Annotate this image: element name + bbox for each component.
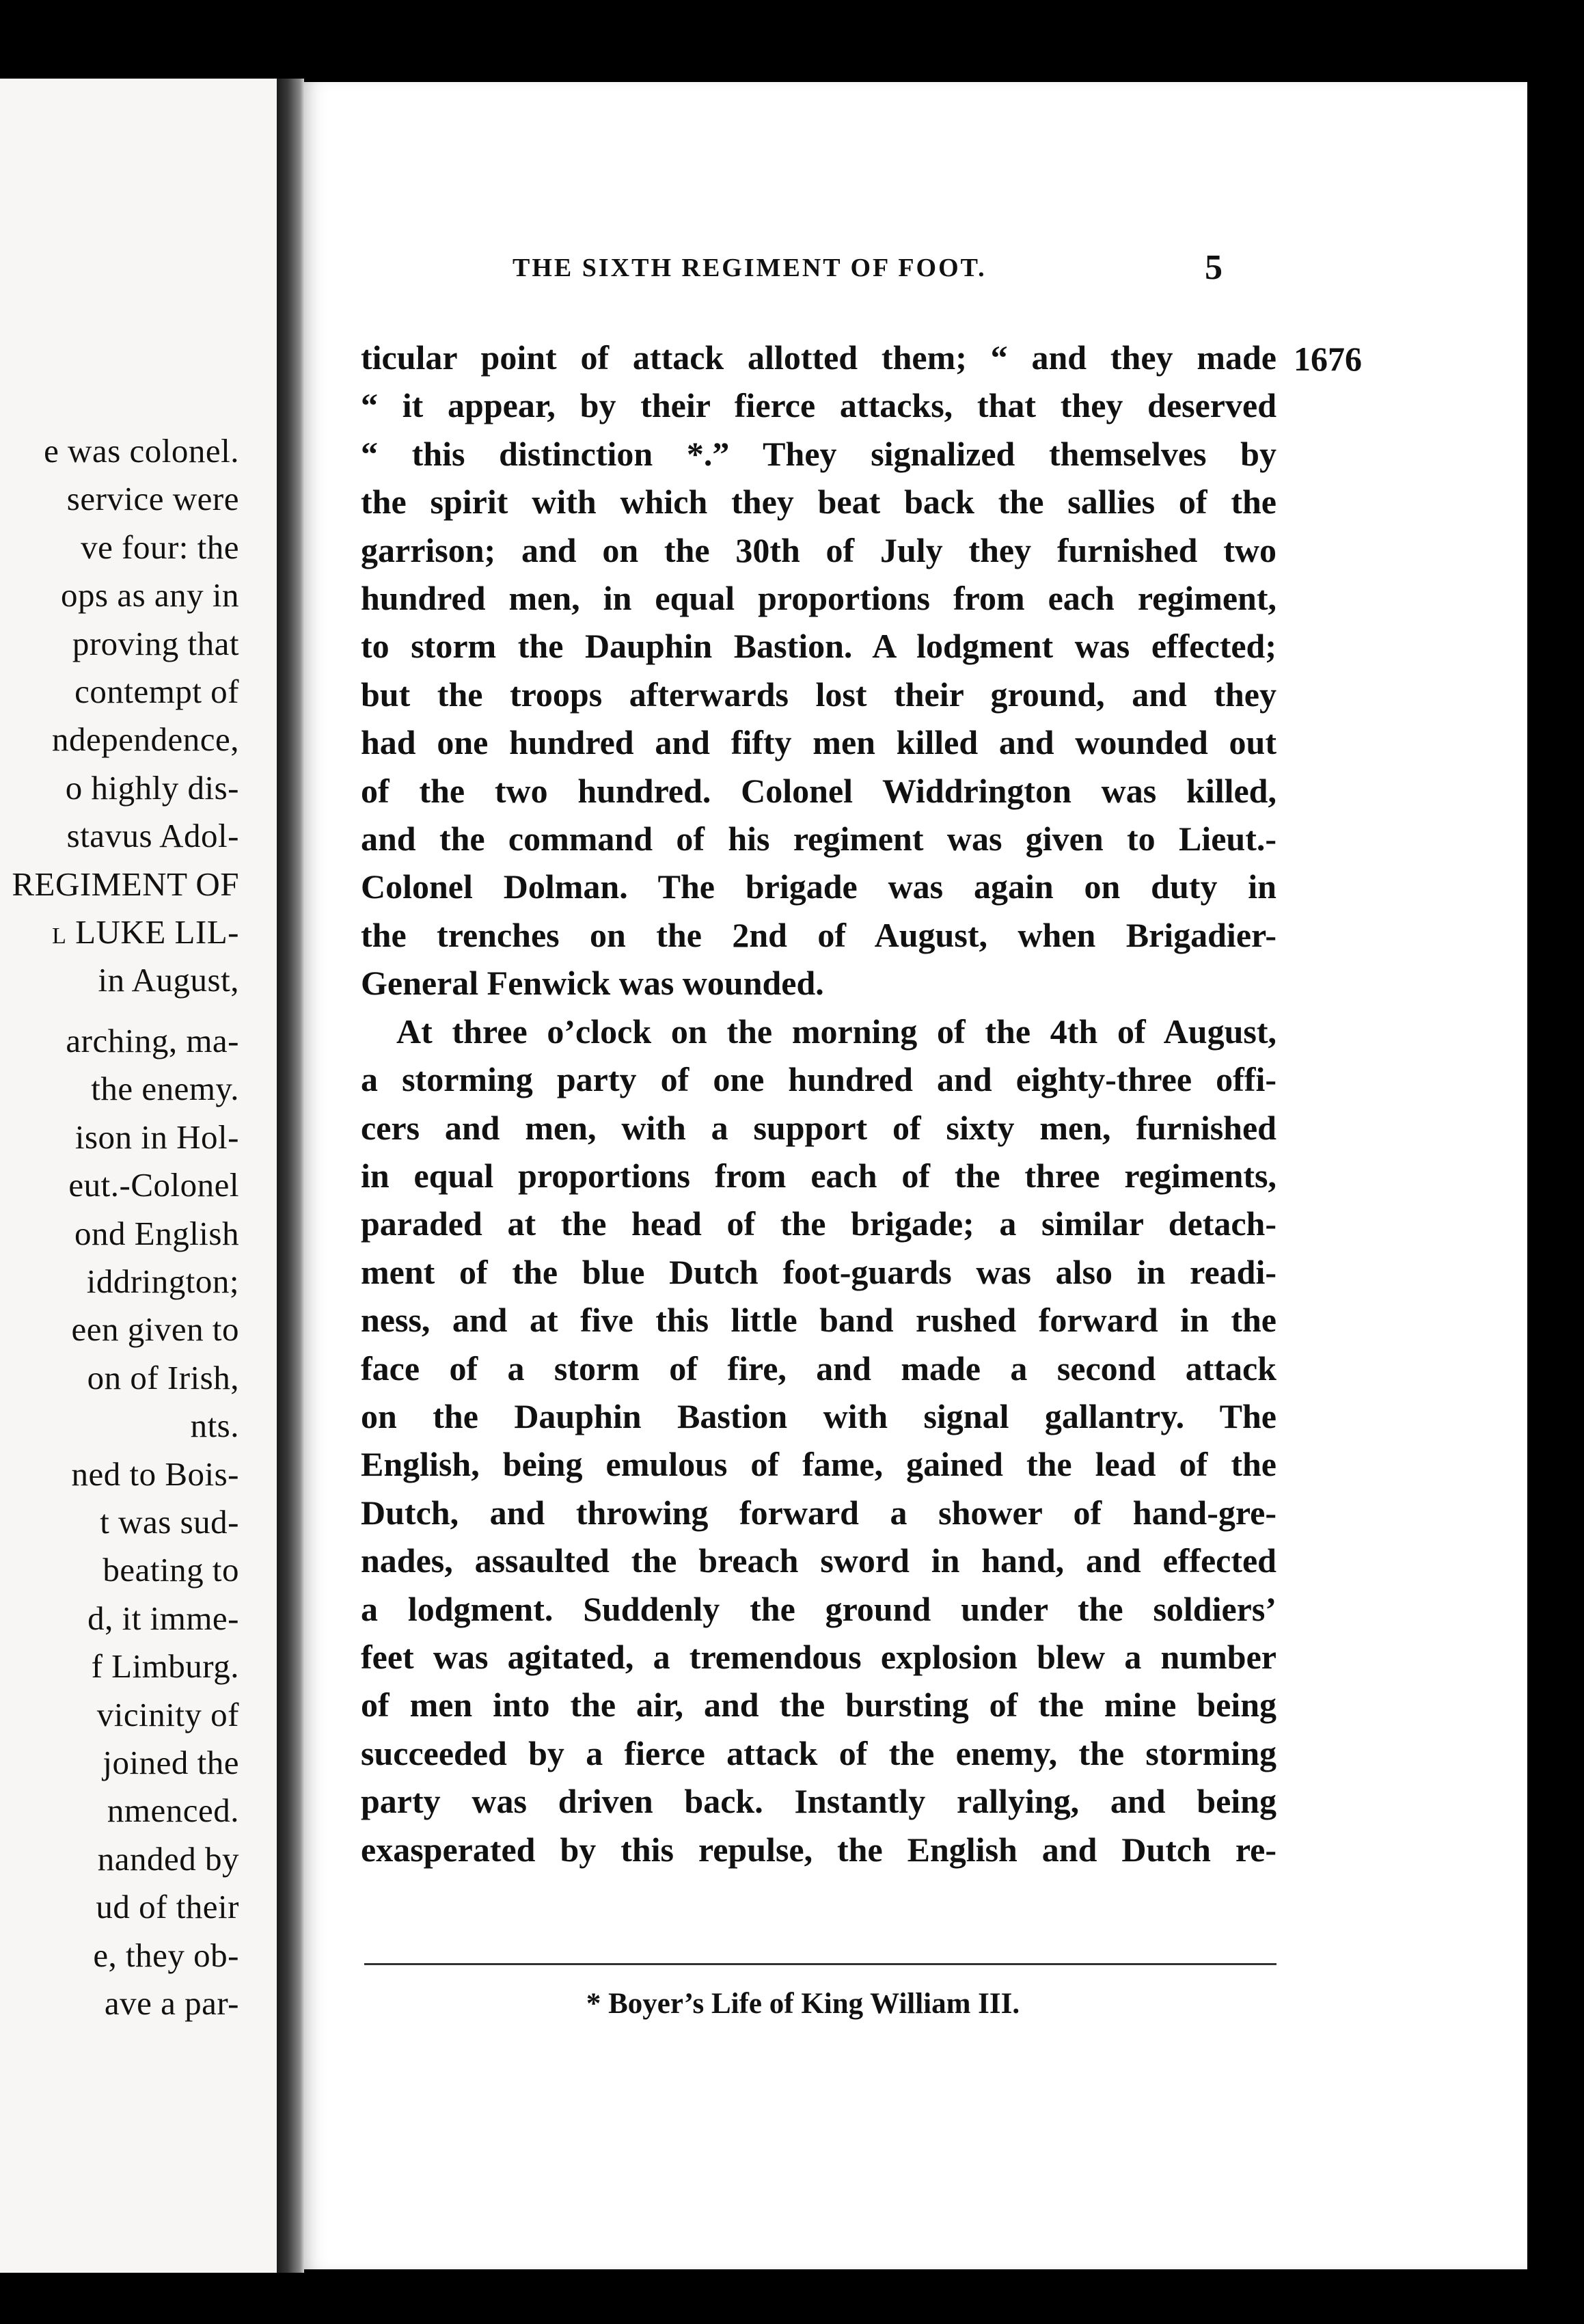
left-line: on of Irish, — [87, 1358, 239, 1396]
left-line: f Limburg. — [91, 1647, 239, 1686]
footnote — [304, 1987, 1527, 2021]
line-text: ticular point of attack allotted them; “ and they made — [361, 338, 1276, 377]
left-line: t was sud- — [100, 1502, 239, 1541]
text-line: Dutch, and throwing forward a shower of hand-gre- — [361, 1493, 1276, 1532]
left-line: proving that — [72, 624, 239, 662]
footnote-text: * Boyer’s Life of King William III. — [586, 1988, 1020, 2020]
left-line: the enemy. — [91, 1070, 239, 1108]
left-line: contempt of — [74, 673, 239, 711]
text-line: of the two hundred. Colonel Widdrington was killed, — [361, 771, 1276, 810]
text-line: and the command of his regiment was given to Lieut.- — [361, 820, 1276, 859]
left-line: e was colonel. — [44, 432, 239, 470]
left-line: ave a par- — [104, 1984, 239, 2022]
text-line: English, being emulous of fame, gained the lead of the — [361, 1445, 1276, 1484]
text-line: feet was agitated, a tremendous explosion blew a number — [361, 1637, 1276, 1676]
text-line: but the troops afterwards lost their ground, and they — [361, 675, 1276, 714]
left-line: nmenced. — [107, 1792, 239, 1830]
left-line: ve four: the — [81, 528, 239, 566]
left-line: ndependence, — [52, 720, 239, 759]
text-line: Colonel Dolman. The brigade was again on duty in — [361, 867, 1276, 906]
text-line: General Fenwick was wounded. — [361, 964, 824, 1003]
left-line: service were — [66, 480, 239, 518]
text-line: hundred men, in equal proportions from each regiment, — [361, 579, 1276, 618]
text-line: At three o’clock on the morning of the 4th of August, — [396, 1012, 1276, 1051]
left-line: arching, ma- — [66, 1021, 239, 1059]
left-line: ond English — [74, 1214, 239, 1252]
text-line: in equal proportions from each of the three regiments, — [361, 1156, 1276, 1195]
text-line: succeeded by a fierce attack of the enemy, the storming — [361, 1733, 1276, 1772]
text-line: ment of the blue Dutch foot-guards was also in readi- — [361, 1252, 1276, 1291]
previous-page-text — [0, 427, 239, 2027]
left-line: ops as any in — [61, 576, 239, 614]
text-line — [361, 334, 1362, 381]
left-line: nanded by — [97, 1839, 239, 1878]
running-head — [304, 248, 1527, 294]
left-line: ned to Bois- — [71, 1455, 239, 1493]
text-line: “ this distinction *.” They signalized themselves by — [361, 434, 1276, 473]
page-number: 5 — [1205, 248, 1223, 287]
left-line: l LUKE LIL- — [52, 913, 239, 951]
text-line: had one hundred and fifty men killed and wounded out — [361, 723, 1276, 762]
text-line: ness, and at five this little band rushed forward in the — [361, 1301, 1276, 1340]
text-line: cers and men, with a support of sixty men, furnished — [361, 1108, 1276, 1147]
left-line: ud of their — [96, 1888, 239, 1926]
left-line: REGIMENT OF — [12, 865, 239, 903]
left-line: ison in Hol- — [74, 1118, 239, 1156]
text-line: nades, assaulted the breach sword in hand, and effected — [361, 1541, 1276, 1580]
left-line: d, it imme- — [87, 1599, 239, 1637]
text-line: party was driven back. Instantly rallying, and being — [361, 1782, 1276, 1821]
left-line: eut.-Colonel — [68, 1166, 239, 1204]
text-line: the spirit with which they beat back the sallies of the — [361, 483, 1276, 522]
margin-year: 1676 — [1294, 340, 1362, 378]
book-gutter — [277, 79, 304, 2273]
text-line: face of a storm of fire, and made a second attack — [361, 1349, 1276, 1388]
text-line: of men into the air, and the bursting of the mine being — [361, 1686, 1276, 1725]
left-line: joined the — [103, 1743, 239, 1781]
left-line: een given to — [71, 1310, 239, 1349]
left-line: vicinity of — [96, 1695, 239, 1733]
text-line: on the Dauphin Bastion with signal gallantry. The — [361, 1396, 1276, 1435]
left-line: stavus Adol- — [66, 817, 239, 855]
text-line: a storming party of one hundred and eighty-three offi- — [361, 1060, 1276, 1099]
footnote-rule — [364, 1963, 1276, 1965]
previous-page-fragment — [0, 79, 277, 2273]
text-line: the trenches on the 2nd of August, when Brigadier- — [361, 915, 1276, 954]
text-line: paraded at the head of the brigade; a similar detach- — [361, 1204, 1276, 1243]
text-line: garrison; and on the 30th of July they furnished two — [361, 530, 1276, 569]
text-line: “ it appear, by their fierce attacks, that they deserved — [361, 386, 1276, 425]
left-line: in August, — [98, 961, 239, 999]
text-line: to storm the Dauphin Bastion. A lodgment was effected; — [361, 627, 1276, 666]
text-line: exasperated by this repulse, the English and Dutch re- — [361, 1830, 1276, 1869]
body-text — [361, 334, 1362, 1874]
left-line: e, they ob- — [93, 1936, 239, 1974]
left-line: iddrington; — [86, 1262, 239, 1300]
left-line: o highly dis- — [65, 768, 239, 807]
text-line: a lodgment. Suddenly the ground under the soldiers’ — [361, 1589, 1276, 1628]
left-line: nts. — [190, 1407, 239, 1445]
running-title: THE SIXTH REGIMENT OF FOOT. — [513, 254, 987, 282]
book-page — [304, 82, 1527, 2269]
left-line: beating to — [103, 1551, 239, 1589]
